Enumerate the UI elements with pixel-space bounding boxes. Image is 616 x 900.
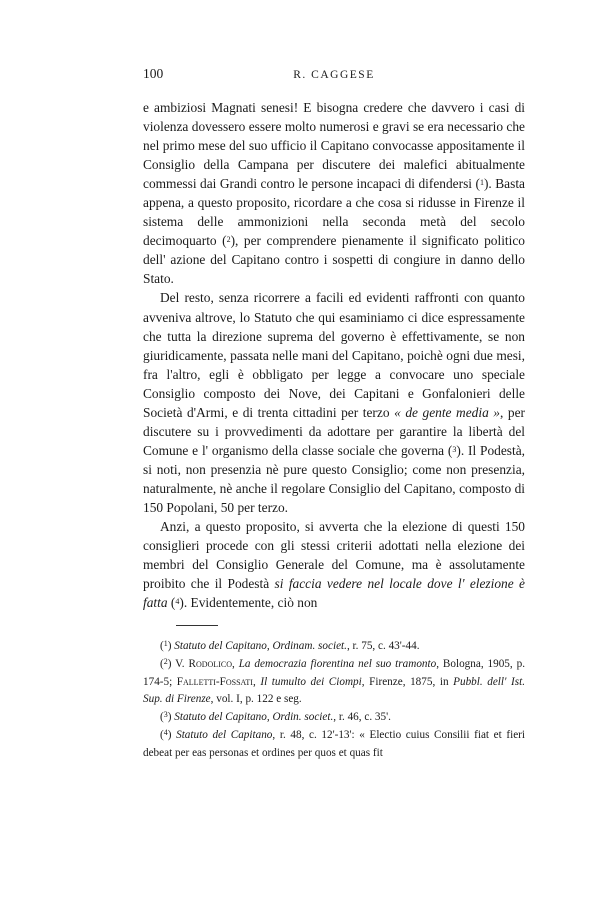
footnote-mark: 4 <box>163 727 168 737</box>
citation-author: Falletti-Fossati <box>176 675 253 688</box>
footnote-mark: 1 <box>163 639 168 648</box>
citation-text: , r. 46, c. 35'. <box>333 711 391 724</box>
footnote-mark: 3 <box>163 710 168 720</box>
footnotes <box>143 638 525 763</box>
citation-text: V. <box>175 657 189 670</box>
running-head: R. CAGGESE <box>293 69 375 81</box>
citation-title: Pubbl. dell' Ist. Sup. di Firenze <box>143 675 525 706</box>
text-span: ( <box>167 595 176 611</box>
citation-title: Statuto del Capitano, Ordinam. societ. <box>174 640 347 652</box>
text-span: ). Basta appena, a questo proposito, ricordare a che cosa si ridusse in Firenze il sistema delle ammonizioni nella seconda metà del secolo decimoquarto ( <box>143 176 525 249</box>
footnote-2: ($^2$) V. Rodolico, La democrazia fiorentina nel suo tramonto, Bologna, 1905, p. 174-5; Falletti-Fossati, Il tumulto dei Ciompi, Firenze, 1875, in Pubbl. dell' Ist. Sup. di Firenze, vol. I, p. 122 e seg. <box>143 656 525 706</box>
citation-text: , Firenze, 1875, in <box>361 675 454 688</box>
text-span: ), per comprendere pienamente il significato politico dell' azione del Capitano contro i sospetti di congiure in danno dello Stato. <box>143 233 525 287</box>
citation-title: La democrazia fiorentina nel suo tramonto <box>238 657 437 670</box>
italic-phrase: si faccia vedere nel locale dove l' elezione è fatta <box>143 576 525 611</box>
citation-text: , r. 48, c. 12'-13': « Electio cuius Consilii fiat et fieri debeat per eas personas et ordines per quos et quas fit <box>143 728 526 759</box>
citation-text: , r. 75, c. 43'-44. <box>346 640 420 652</box>
text-span: ). Evidentemente, ciò non <box>179 595 318 611</box>
text-span: , per discutere su i provvedimenti da adottare per garantire la libertà del Comune e l' organismo della classe sociale che governa ( <box>143 404 526 458</box>
footnote-mark: 2 <box>163 656 168 666</box>
footnote-ref: 4 <box>175 597 180 607</box>
citation-text: , Bologna, 1905, p. 174-5; <box>143 657 525 688</box>
main-text <box>143 98 525 612</box>
paragraph-3 <box>143 517 525 612</box>
paragraph-2 <box>143 288 525 517</box>
citation-title: Il tumulto dei Ciompi <box>260 675 362 688</box>
footnote-divider <box>176 625 218 626</box>
page-number: 100 <box>143 66 164 81</box>
italic-quote: « de gente media » <box>394 404 501 420</box>
citation-text: , vol. I, p. 122 e seg. <box>210 693 302 706</box>
footnote-ref: 3 <box>452 444 457 454</box>
text-span: Del resto, senza ricorrere a facili ed evidenti raffronti con quanto avveniva altrove, lo Statuto che qui esaminiamo ci dice espressamente che tutta la direzione suprema del governo è effettivamente, se non giuridicamente, passata nelle mani del Capitano, poichè ogni due mesi, fra l'altro, egli è obbligato per legge a convocare uno speciale Consiglio composto dei Nove, dei Capitani e Gonfalonieri delle Società d'Armi, e di trenta cittadini per terzo <box>143 290 525 420</box>
citation-title: Statuto del Capitano, Ordin. societ. <box>174 711 334 724</box>
paragraph-1 <box>143 98 525 288</box>
footnote-ref: 2 <box>226 235 231 245</box>
text-span: ). Il Podestà, si noti, non presenzia nè pure questo Consiglio; come non presenzia, naturalmente, nè anche il regolare Consiglio del Capitano, composto di 150 Popolani, 50 per terzo. <box>143 442 526 515</box>
text-span: Anzi, a questo proposito, si avverta che la elezione di questi 150 consiglieri procede con gli stessi criterii adottati nella elezione dei membri del Consiglio Generale del Comune, ma è assolutamente proibito che il Podestà <box>143 519 525 592</box>
citation-title: Statuto del Capitano <box>176 728 273 741</box>
text-span: e ambiziosi Magnati senesi! E bisogna credere che davvero i casi di violenza dovessero essere molto numerosi e gravi se era necessario che nel primo mese del suo ufficio il Capitano convocasse appositamente il Consiglio della Campana per discutere dei malefici abitualmente commessi dai Grandi contro le persone incapaci di difendersi ( <box>143 100 525 192</box>
footnote-1: ($^1$) Statuto del Capitano, Ordinam. societ., r. 75, c. 43'-44. <box>160 639 420 652</box>
footnote-4: ($^4$) Statuto del Capitano, r. 48, c. 12'-13': « Electio cuius Consilii fiat et fieri debeat per eas personas et ordines per quos et quas fit <box>143 727 526 759</box>
citation-text: , <box>252 675 261 688</box>
citation-author: Rodolico <box>188 657 232 670</box>
footnote-ref: 1 <box>479 178 484 188</box>
citation-text: , <box>231 657 239 670</box>
footnote-3: ($^3$) Statuto del Capitano, Ordin. societ., r. 46, c. 35'. <box>160 710 391 724</box>
